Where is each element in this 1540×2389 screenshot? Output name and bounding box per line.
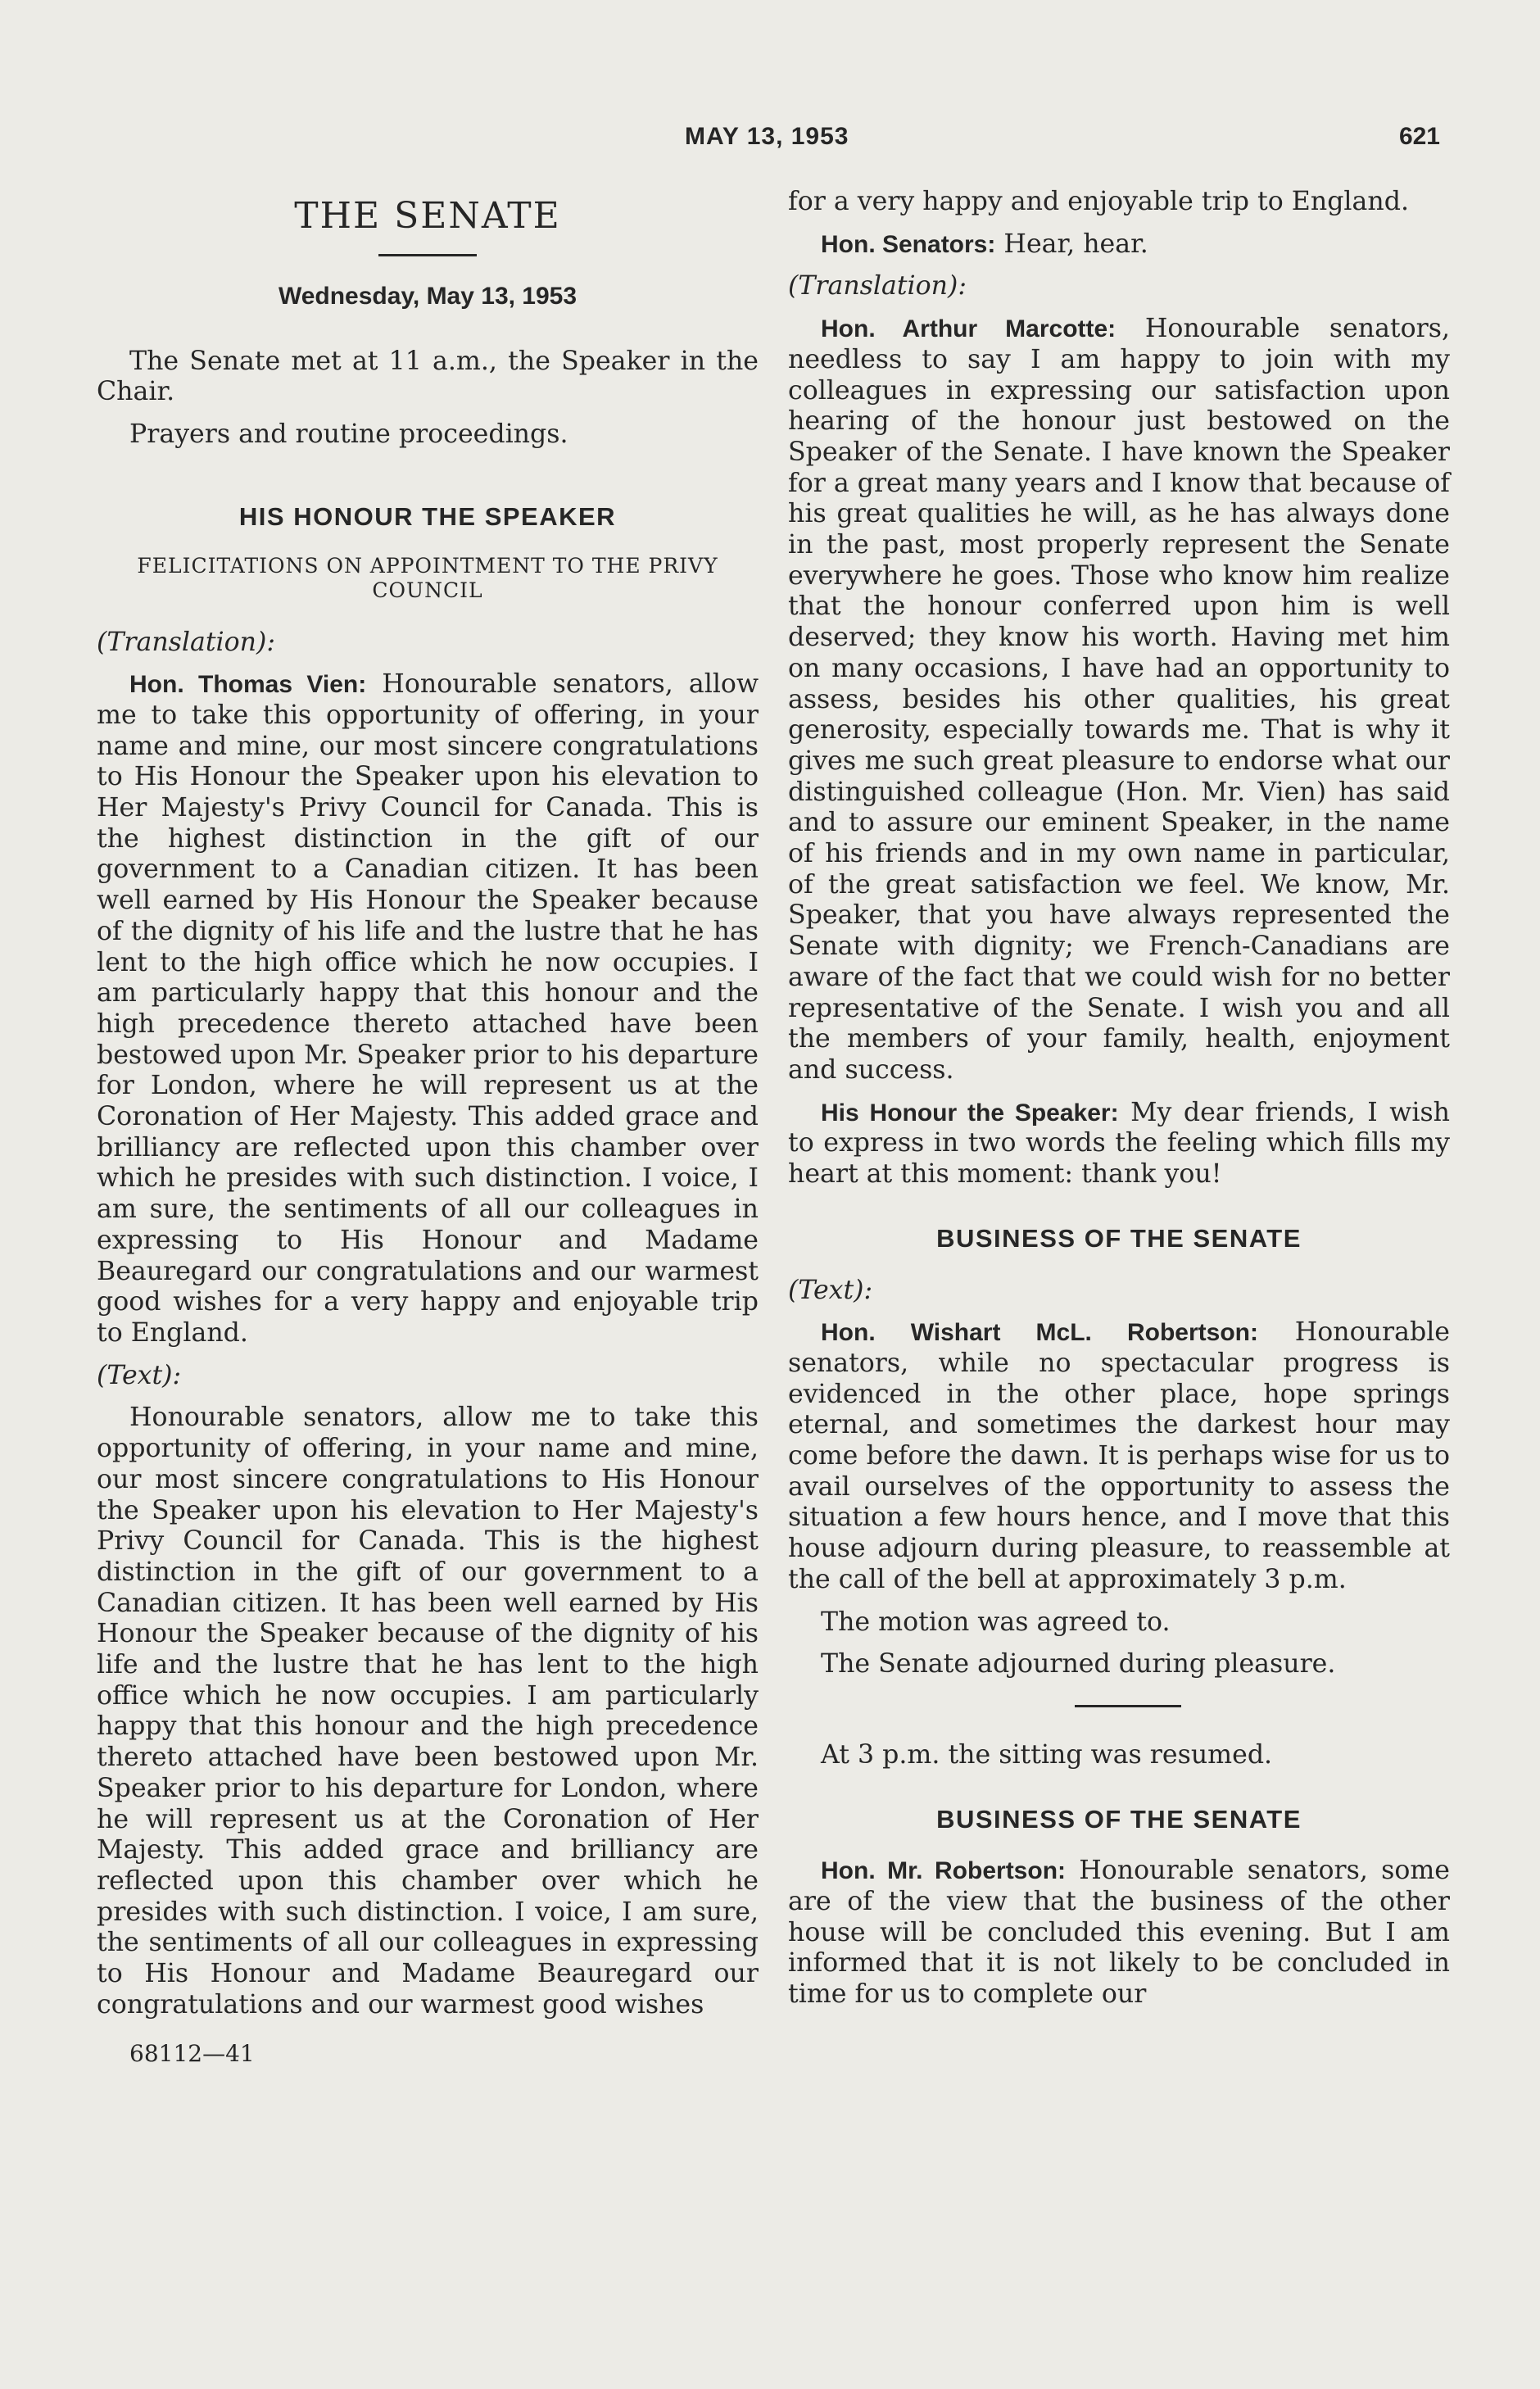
title-divider [378,254,477,256]
speaker-name: Hon. Wishart McL. Robertson: [821,1319,1258,1347]
left-column [97,187,759,2069]
translation-label: (Translation): [788,271,967,301]
section-divider [1075,1705,1181,1707]
translation-label: (Translation): [97,627,275,657]
speech-text: Honourable senators, while no spectacular progress is evidenced in the other place, hope springs eternal, and sometimes the darkest hour may come before the dawn. It is perhaps wise for us to avail ourselves of the opportunity to assess the situation a few hours hence, and I move that this house adjourn during pleasure, to reassemble at the call of the bell at approximately 3 p.m. [788,1317,1450,1594]
speech-text: My dear friends, I wish to express in two words the feeling which fills my heart at this moment: thank you! [788,1097,1450,1190]
prayers-paragraph: Prayers and routine proceedings. [129,419,568,450]
page-title: THE SENATE [294,195,561,237]
senators-interjection [788,229,1450,261]
adjourned-paragraph: The Senate adjourned during pleasure. [821,1649,1336,1680]
robertson-speech [788,1317,1450,1595]
right-column [788,187,1450,2022]
sitting-date: Wednesday, May 13, 1953 [278,283,578,310]
motion-paragraph: The motion was agreed to. [821,1607,1171,1637]
speaker-name: His Honour the Speaker: [821,1099,1119,1127]
section-heading-business-1: BUSINESS OF THE SENATE [936,1223,1302,1253]
running-header [0,123,1540,164]
speech-text: Honourable senators, allow me to take this opportunity of offering, in your name and mine, our most sincere congratulations to His Honour the Speaker upon his elevation to Her Majesty's Privy Council for Canada. This is the highest distinction in the gift of our government to a Canadian citizen. It has been well earned by His Honour the Speaker because of the dignity of his life and the lustre that he has lent to the high office which he now occupies. I am particularly happy that this honour and the high precedence thereto attached have been bestowed upon Mr. Speaker prior to his departure for London, where he will represent us at the Coronation of Her Majesty. This added grace and brilliancy are reflected upon this chamber over which he presides with such distinction. I voice, I am sure, the sentiments of all our colleagues in expressing to His Honour and Madame Beauregard our congratulations and our warmest good wishes for a very happy and enjoyable trip to England. [97,669,759,1348]
header-date: MAY 13, 1953 [685,123,849,150]
section-heading-business-2: BUSINESS OF THE SENATE [936,1804,1302,1834]
speaker-name: Hon. Mr. Robertson: [821,1857,1067,1885]
text-label: (Text): [97,1360,182,1390]
speaker-name: Hon. Senators: [821,230,996,258]
speech-text: Hear, hear. [995,229,1148,259]
text-label: (Text): [788,1275,873,1305]
section-subheading: FELICITATIONS ON APPOINTMENT TO THE PRIVY COUNCIL [137,553,718,602]
speech-text: Honourable senators, needless to say I am happy to join with my colleagues in expressing our satisfaction upon hearing of the honour just bestowed on the Speaker of the Senate. I have known the Speaker for a great many years and I know that because of his great qualities he will, as he has always done in the past, most properly represent the Senate everywhere he goes. Those who know him realize that the honour conferred upon him is well deserved; they know his worth. Having met him on many occasions, I have had an opportunity to assess, besides his other qualities, his great generosity, especially towards me. That is why it gives me such great pleasure to endorse what our distinguished colleague (Hon. Mr. Vien) has said and to assure our eminent Speaker, in the name of his friends and in my own name in particular, of the great satisfaction we feel. We know, Mr. Speaker, that you have always represented the Senate with dignity; we French-Canadians are aware of the fact that we could wish for no better representative of the Senate. I wish you and all the members of your family, health, enjoyment and success. [788,314,1450,1085]
speaker-name: Hon. Arthur Marcotte: [821,315,1116,343]
robertson-speech-2 [788,1856,1450,2010]
speaker-name: Hon. Thomas Vien: [129,671,367,699]
print-code: 68112—41 [129,2040,255,2068]
continued-paragraph: for a very happy and enjoyable trip to England. [788,187,1409,216]
marcotte-speech [788,314,1450,1086]
speaker-reply [788,1098,1450,1190]
resumed-paragraph: At 3 p.m. the sitting was resumed. [821,1739,1273,1770]
speech-text: Honourable senators, some are of the view that the business of the other house will be concluded this evening. But I am informed that it is not likely to be concluded in time for us to complete our [788,1856,1450,2010]
vien-speech [97,669,759,1349]
section-heading-speaker: HIS HONOUR THE SPEAKER [238,501,617,531]
page-number: 621 [1398,123,1440,150]
opening-paragraph: The Senate met at 11 a.m., the Speaker in the Chair. [97,346,759,407]
vien-speech-text-version: Honourable senators, allow me to take this opportunity of offering, in your name and mine, our most sincere congratulations to His Honour the Speaker upon his elevation to Her Majesty's Privy Council for Canada. This is the highest distinction in the gift of our government to a Canadian citizen. It has been well earned by His Honour the Speaker because of the dignity of his life and the lustre that he has lent to the high office which he now occupies. I am particularly happy that this honour and the high precedence thereto attached have been bestowed upon Mr. Speaker prior to his departure for London, where he will represent us at the Coronation of Her Majesty. This added grace and brilliancy are reflected upon this chamber over which he presides with such distinction. I voice, I am sure, the sentiments of all our colleagues in expressing to His Honour and Madame Beauregard our congratulations and our warmest good wishes [97,1403,759,2020]
